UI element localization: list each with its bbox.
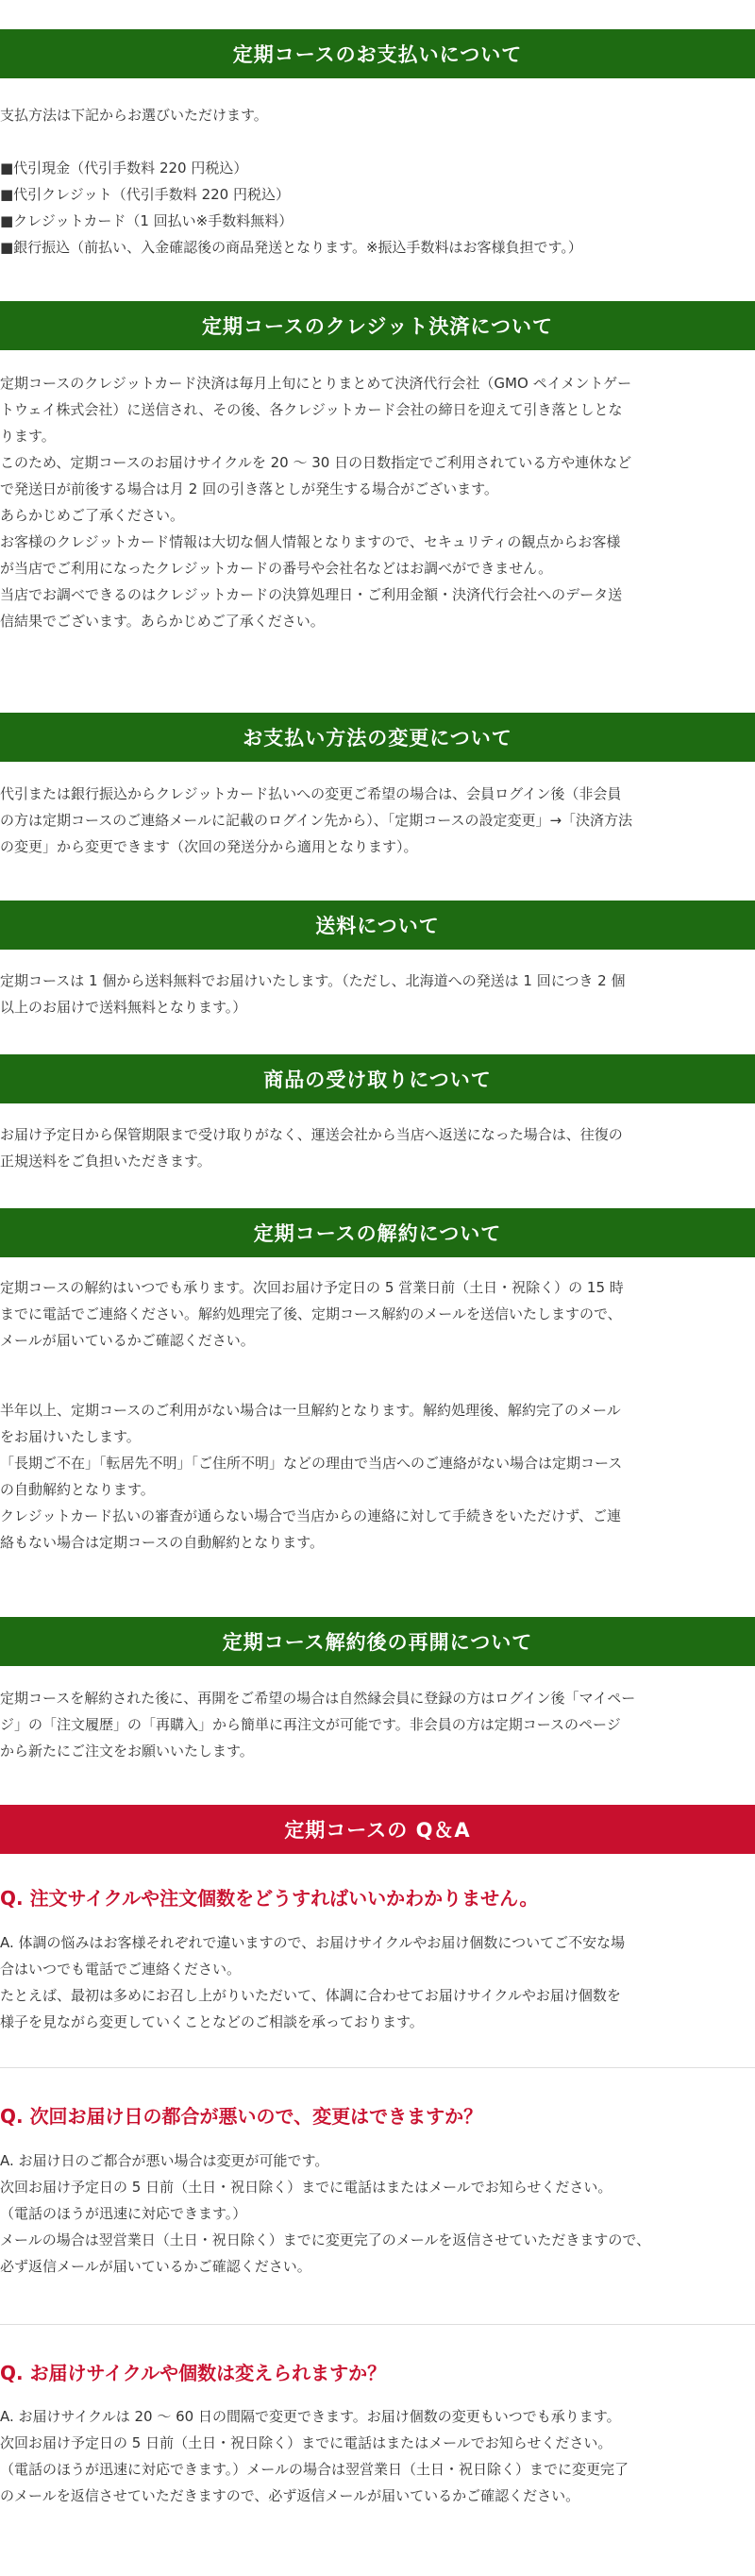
section-title: お支払い方法の変更について: [243, 727, 512, 749]
text-line: までに電話でご連絡ください。解約処理完了後、定期コース解約のメールを送信いたしますので、: [0, 1305, 622, 1322]
text-line: ります。: [0, 428, 56, 445]
text-line: 絡もない場合は定期コースの自動解約となります。: [0, 1534, 325, 1551]
qa-question: Q. 次回お届け日の都合が悪いので、変更はできますか？: [0, 2105, 483, 2128]
section-body-restart: [0, 1685, 755, 1764]
section-header-shipping: [0, 901, 755, 950]
text-line: の変更」から変更できます（次回の発送分から適用となります）。: [0, 838, 418, 855]
text-line: このため、定期コースのお届けサイクルを 20 〜 30 日の日数指定でご利用されている方や連休など: [0, 454, 632, 471]
text-line: 定期コースのクレジットカード決済は毎月上旬にとりまとめて決済代行会社（GMO ペイメントゲー: [0, 375, 632, 392]
text-line: から新たにご注文をお願いいたします。: [0, 1743, 254, 1759]
qa-answer: [0, 2403, 755, 2509]
text-line: ■代引現金（代引手数料 220 円税込）: [0, 160, 248, 177]
text-line: メールが届いているかご確認ください。: [0, 1332, 255, 1349]
text-line: 定期コースの解約はいつでも承ります。次回お届け予定日の 5 営業日前（土日・祝除く）の 15 時: [0, 1279, 624, 1296]
text-line: 「長期ご不在」「転居先不明」「ご住所不明」などの理由で当店へのご連絡がない場合は定期コース: [0, 1455, 623, 1472]
text-line: A. 体調の悩みはお客様それぞれで違いますので、お届けサイクルやお届け個数についてご不安な場: [0, 1934, 626, 1951]
text-line: の自動解約となります。: [0, 1481, 155, 1498]
text-line: ■代引クレジット（代引手数料 220 円税込）: [0, 186, 290, 203]
text-line: 定期コースを解約された後に、再開をご希望の場合は自然縁会員に登録の方はログイン後「マイペー: [0, 1690, 636, 1707]
qa-question: Q. 注文サイクルや注文個数をどうすればいいかわかりません。: [0, 1887, 539, 1910]
text-line: A. お届けサイクルは 20 〜 60 日の間隔で変更できます。お届け個数の変更もいつでも承ります。: [0, 2408, 621, 2425]
text-line: 正規送料をご負担いただきます。: [0, 1153, 211, 1170]
text-line: 次回お届け予定日の 5 日前（土日・祝日除く）までに電話はまたはメールでお知らせください。: [0, 2179, 612, 2196]
text-line: 当店でお調べできるのはクレジットカードの決算処理日・ご利用金額・決済代行会社へのデータ送: [0, 586, 623, 603]
section-header-payment: [0, 29, 755, 78]
section-body-payment-change: [0, 781, 755, 860]
text-line: 様子を見ながら変更していくことなどのご相談を承っております。: [0, 2013, 424, 2030]
text-line: で発送日が前後する場合は月 2 回の引き落としが発生する場合がございます。: [0, 480, 498, 497]
text-line: 合はいつでも電話でご連絡ください。: [0, 1961, 242, 1978]
section-header-cancel: [0, 1208, 755, 1257]
text-line: （電話のほうが迅速に対応できます。）メールの場合は翌営業日（土日・祝日除く）までに変更完了: [0, 2461, 629, 2478]
section-header-restart: [0, 1617, 755, 1666]
section-title: 定期コースの解約について: [253, 1222, 502, 1245]
section-title: 定期コースのクレジット決済について: [201, 315, 553, 338]
qa-question: Q. お届けサイクルや個数は変えられますか？: [0, 2362, 387, 2384]
text-line: 代引または銀行振込からクレジットカード払いへの変更ご希望の場合は、会員ログイン後（非会員: [0, 785, 622, 802]
text-line: をお届けいたします。: [0, 1428, 141, 1445]
qa-answer: [0, 1929, 755, 2035]
text-line: のメールを返信させていただきますので、必ず返信メールが届いているかご確認ください。: [0, 2487, 580, 2504]
qa-answer: [0, 2147, 755, 2280]
section-header-qa: [0, 1805, 755, 1854]
section-header-payment-change: [0, 713, 755, 762]
section-title: 定期コースの Q＆A: [284, 1819, 471, 1842]
text-line: が当店でご利用になったクレジットカードの番号や会社名などはお調べができません。: [0, 560, 553, 577]
section-body-receipt: [0, 1121, 755, 1174]
text-line: 次回お届け予定日の 5 日前（土日・祝日除く）までに電話はまたはメールでお知らせください。: [0, 2434, 612, 2451]
text-line: ■クレジットカード（1 回払い※手数料無料）: [0, 212, 294, 229]
section-title: 商品の受け取りについて: [263, 1069, 492, 1091]
qa-divider: [0, 2324, 755, 2325]
text-line: の方は定期コースのご連絡メールに記載のログイン先から）、「定期コースの設定変更」→「決済方法: [0, 812, 633, 829]
text-line: 定期コースは 1 個から送料無料でお届けいたします。（ただし、北海道への発送は 1 回につき 2 個: [0, 972, 626, 989]
section-body-payment: [0, 102, 755, 261]
text-line: お届け予定日から保管期限まで受け取りがなく、運送会社から当店へ返送になった場合は、往復の: [0, 1126, 623, 1143]
text-line: お客様のクレジットカード情報は大切な個人情報となりますので、セキュリティの観点からお客様: [0, 533, 621, 550]
text-line: [0, 1354, 755, 1397]
text-line: 半年以上、定期コースのご利用がない場合は一旦解約となります。解約処理後、解約完了のメール: [0, 1402, 621, 1419]
text-line: [0, 128, 755, 155]
section-title: 定期コースのお支払いについて: [232, 43, 523, 66]
text-line: トウェイ株式会社）に送信され、その後、各クレジットカード会社の締日を迎えて引き落としとな: [0, 401, 623, 418]
text-line: ■銀行振込（前払い、入金確認後の商品発送となります。※振込手数料はお客様負担です。）: [0, 239, 582, 256]
section-body-shipping: [0, 968, 755, 1020]
text-line: メールの場合は翌営業日（土日・祝日除く）までに変更完了のメールを返信させていただきますので、: [0, 2231, 651, 2248]
section-body-cancel: [0, 1274, 755, 1556]
section-body-credit: [0, 370, 755, 634]
text-line: ジ」の「注文履歴」の「再購入」から簡単に再注文が可能です。非会員の方は定期コースのページ: [0, 1716, 621, 1733]
text-line: たとえば、最初は多めにお召し上がりいただいて、体調に合わせてお届けサイクルやお届け個数を: [0, 1987, 621, 2004]
section-title: 送料について: [315, 915, 440, 937]
text-line: 信結果でございます。あらかじめご了承ください。: [0, 613, 325, 630]
text-line: クレジットカード払いの審査が通らない場合で当店からの連絡に対して手続きをいただけず、ご連: [0, 1507, 621, 1524]
text-line: A. お届け日のご都合が悪い場合は変更が可能です。: [0, 2152, 329, 2169]
text-line: あらかじめご了承ください。: [0, 507, 185, 524]
text-line: 以上のお届けで送料無料となります。）: [0, 999, 247, 1016]
text-line: （電話のほうが迅速に対応できます。）: [0, 2205, 247, 2222]
text-line: 必ず返信メールが届いているかご確認ください。: [0, 2258, 311, 2275]
qa-divider: [0, 2067, 755, 2068]
text-line: 支払方法は下記からお選びいただけます。: [0, 107, 268, 124]
section-title: 定期コース解約後の再開について: [222, 1631, 533, 1654]
section-header-credit: [0, 301, 755, 350]
section-header-receipt: [0, 1054, 755, 1103]
